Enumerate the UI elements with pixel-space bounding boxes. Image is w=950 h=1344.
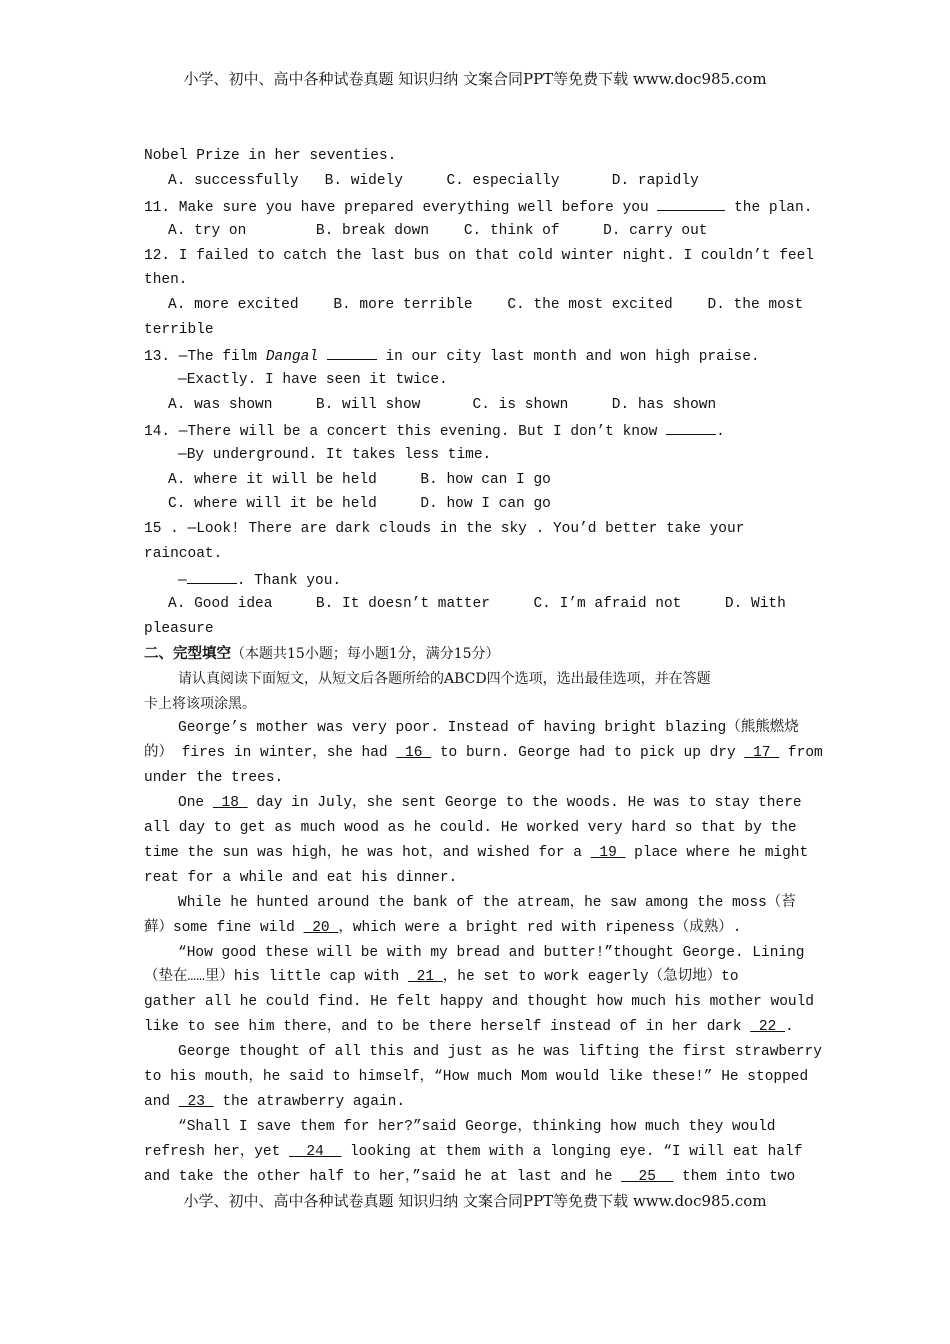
answer-blank	[187, 567, 237, 584]
passage-line: While he hunted around the bank of the atream，he saw among the moss（苔	[178, 894, 796, 911]
passage-line	[144, 1140, 806, 1165]
answer-blank	[657, 194, 725, 211]
question-13-reply: —Exactly. I have seen it twice.	[178, 372, 448, 389]
passage-line	[144, 791, 806, 816]
passage-line	[144, 916, 806, 941]
question-12-stem-cont: then.	[144, 272, 188, 289]
question-12-options-cont: terrible	[144, 322, 214, 339]
page-footer: 小学、初中、高中各种试卷真题 知识归纳 文案合同PPT等免费下载 www.doc985.com	[183, 1192, 767, 1210]
passage-line	[144, 1090, 806, 1115]
q11-stem-part: 11. Make sure you have prepared everything well before you	[144, 199, 658, 216]
question-10-options: A. successfully B. widely C. especially D. rapidly	[168, 172, 699, 189]
passage-text: ，he set to work eagerly（急切地）to	[442, 969, 739, 986]
passage-text: day in July，she sent George to the woods. He was to stay there	[247, 795, 802, 812]
passage-line: under the trees.	[144, 770, 284, 787]
question-13-options: A. was shown B. will show C. is shown D. has shown	[168, 396, 717, 413]
question-11-options: A. try on B. break down C. think of D. carry out	[168, 222, 708, 239]
question-10-continuation: Nobel Prize in her seventies.	[144, 148, 397, 164]
q15-reply-part: . Thank you.	[236, 573, 342, 590]
passage-line	[144, 741, 823, 766]
passage-line	[144, 1165, 806, 1190]
blank-21: 21	[407, 969, 443, 986]
passage-text: and take the other half to her，”said he at last and he	[144, 1168, 622, 1185]
answer-blank	[327, 343, 377, 360]
passage-text: 藓）some fine wild	[144, 919, 304, 936]
passage-line	[144, 965, 806, 990]
passage-text: and	[144, 1093, 179, 1110]
blank-25: 25	[621, 1168, 674, 1185]
page-header: 小学、初中、高中各种试卷真题 知识归纳 文案合同PPT等免费下载 www.doc985.com	[183, 70, 767, 88]
passage-line: “How good these will be with my bread and butter!”thought George. Lining	[178, 944, 805, 961]
q11-stem-part: the plan.	[725, 199, 813, 216]
passage-text: them into two	[673, 1168, 796, 1185]
blank-20: 20	[303, 919, 339, 936]
question-15-stem-cont: raincoat.	[144, 546, 223, 563]
section-2-heading	[144, 642, 806, 667]
q14-stem-part: 14. —There will be a concert this evening. But I don’t know	[144, 423, 667, 440]
question-15-options-cont: pleasure	[144, 620, 214, 637]
passage-text: the atrawberry again.	[213, 1093, 406, 1110]
section-title: 二、完型填空	[144, 645, 231, 662]
q14-stem-part: .	[716, 423, 725, 440]
section-note: （本题共15小题；每小题1分，满分15分）	[231, 645, 500, 662]
question-11-stem	[144, 194, 813, 219]
question-15-options: A. Good idea B. It doesn’t matter C. I’m afraid not D. With	[168, 596, 786, 613]
question-12-options: A. more excited B. more terrible C. the most excited D. the most	[168, 297, 804, 314]
answer-blank	[666, 418, 716, 435]
q13-stem-part: 13. —The film	[144, 349, 266, 366]
passage-text: place where he might	[625, 844, 809, 861]
passage-line	[144, 841, 809, 866]
blank-19: 19	[590, 844, 626, 861]
passage-text: to burn. George had to pick up dry	[431, 745, 745, 762]
passage-line: all day to get as much wood as he could. He worked very hard so that by the	[144, 820, 797, 837]
question-14-options-2: C. where will it be held D. how I can go	[168, 496, 551, 513]
passage-text: .	[785, 1019, 794, 1036]
blank-16: 16	[396, 745, 432, 762]
passage-line: gather all he could find. He felt happy and thought how much his mother would	[144, 994, 815, 1011]
passage-text: 的） fires in winter，she had	[144, 745, 397, 762]
question-12-stem: 12. I failed to catch the last bus on that cold winter night. I couldn’t feel	[144, 247, 815, 264]
passage-text: One	[178, 795, 213, 812]
passage-line: to his mouth，he said to himself，“How much Mom would like these!” He stopped	[144, 1068, 809, 1085]
blank-18: 18	[212, 795, 248, 812]
question-14-reply: —By underground. It takes less time.	[178, 446, 492, 463]
passage-text: time the sun was high，he was hot，and wished for a	[144, 844, 591, 861]
blank-17: 17	[744, 745, 780, 762]
passage-text: looking at them with a longing eye. “I will eat half	[341, 1143, 803, 1160]
passage-text: like to see him there，and to be there herself instead of in her dark	[144, 1019, 751, 1036]
passage-line: George’s mother was very poor. Instead of having bright blazing（熊熊燃烧	[178, 720, 799, 737]
passage-line: reat for a while and eat his dinner.	[144, 869, 458, 886]
film-title: Dangal	[265, 349, 319, 366]
passage-line: George thought of all this and just as he was lifting the first strawberry	[178, 1044, 822, 1061]
q13-stem-part: in our city last month and won high praise.	[376, 349, 760, 366]
blank-22: 22	[750, 1019, 786, 1036]
passage-line: “Shall I save them for her?”said George，thinking how much they would	[178, 1118, 776, 1135]
question-13-stem	[144, 343, 806, 368]
question-14-options-1: A. where it will be held B. how can I go	[168, 471, 551, 488]
blank-23: 23	[178, 1093, 214, 1110]
question-15-stem: 15 . —Look! There are dark clouds in the sky . You’d better take your	[144, 521, 745, 538]
page-content	[144, 144, 823, 1189]
passage-text: （垫在……里）his little cap with	[144, 969, 408, 986]
passage-text: refresh her，yet	[144, 1143, 290, 1160]
section-2-instruction-cont: 卡上将该项涂黑。	[144, 695, 256, 712]
question-15-reply	[144, 567, 806, 592]
blank-24: 24	[289, 1143, 342, 1160]
question-14-stem	[144, 418, 806, 443]
passage-line	[144, 1015, 806, 1040]
passage-text: from	[779, 745, 823, 762]
section-2-instruction: 请认真阅读下面短文，从短文后各题所给的ABCD四个选项，选出最佳选项，并在答题	[178, 670, 711, 687]
passage-text: ，which were a bright red with ripeness（成熟）.	[338, 919, 742, 936]
q15-reply-part: —	[178, 573, 187, 590]
